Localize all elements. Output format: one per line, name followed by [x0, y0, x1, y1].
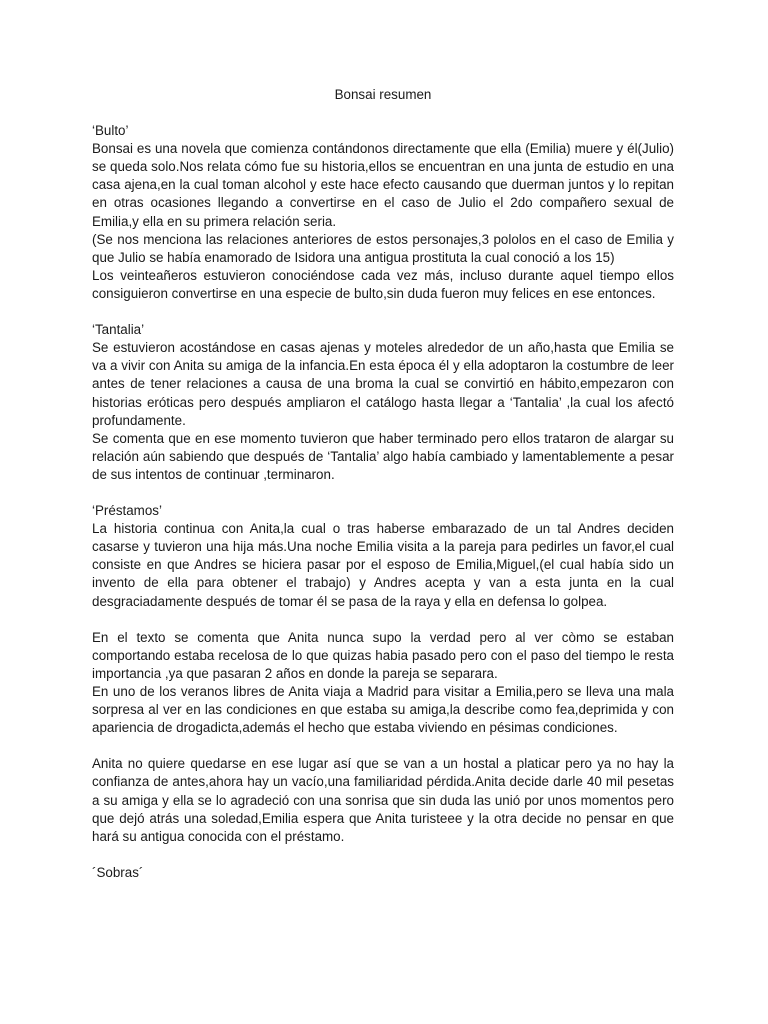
paragraph: Los veinteañeros estuvieron conociéndose cada vez más, incluso durante aquel tiempo ellos consiguieron convertirse en una especie de bulto,sin duda fueron muy felices en ese entonces.	[92, 267, 674, 301]
section-sobras	[92, 864, 674, 882]
paragraph: Se estuvieron acostándose en casas ajenas y moteles alrededor de un año,hasta que Emilia se va a vivir con Anita su amiga de la infancia.En esta época él y ella adoptaron la costumbre de leer antes de tener relaciones a causa de una broma la cual se convirtió en hábito,empezaron con historias eróticas pero después ampliaron el catálogo hasta llegar a ‘Tantalia’ ,la cual los afectó profundamente.	[92, 340, 674, 428]
section-continuation-2	[92, 755, 674, 845]
section-heading: ‘Tantalia’	[92, 322, 145, 338]
section-bulto	[92, 122, 674, 303]
section-heading: ‘Préstamos’	[92, 503, 162, 519]
section-prestamos	[92, 502, 674, 611]
document-page	[92, 86, 674, 900]
paragraph: La historia continua con Anita,la cual o tras haberse embarazado de un tal Andres deciden casarse y tuvieron una hija más.Una noche Emilia visita a la pareja para pedirles un favor,el cual consiste en que Andres se hiciera pasar por el esposo de Emilia,Miguel,(el cual había sido un invento de ella para obtener el trabajo) y Andres acepta y van a esta junta en la cual desgraciadamente después de tomar él se pasa de la raya y ella en defensa lo golpea.	[92, 521, 674, 609]
paragraph: Se comenta que en ese momento tuvieron que haber terminado pero ellos trataron de alargar su relación aún sabiendo que después de ‘Tantalia’ algo había cambiado y lamentablemente a pesar de sus intentos de continuar ,terminaron.	[92, 430, 674, 482]
paragraph: Bonsai es una novela que comienza contándonos directamente que ella (Emilia) muere y él(Julio) se queda solo.Nos relata cómo fue su historia,ellos se encuentran en una junta de estudio en una casa ajena,en la cual toman alcohol y este hace efecto causando que duerman juntos y lo repitan en otras ocasiones llegando a convertirse en el caso de Julio el 2do compañero sexual de Emilia,y ella en su primera relación seria.	[92, 141, 674, 229]
paragraph: Anita no quiere quedarse en ese lugar así que se van a un hostal a platicar pero ya no hay la confianza de antes,ahora hay un vacío,una familiaridad pérdida.Anita decide darle 40 mil pesetas a su amiga y ella se lo agradeció con una sonrisa que sin duda las unió por unos momentos pero que dejó atrás una soledad,Emilia espera que Anita turisteee y la otra decide no pensar en que hará su antigua conocida con el préstamo.	[92, 756, 674, 844]
document-title: Bonsai resumen	[334, 87, 432, 102]
paragraph: En uno de los veranos libres de Anita viaja a Madrid para visitar a Emilia,pero se lleva una mala sorpresa al ver en las condiciones en que estaba su amiga,la describe como fea,deprimida y con apariencia de drogadicta,además el hecho que estaba viviendo en pésimas condiciones.	[92, 684, 674, 736]
section-heading: ‘Bulto’	[92, 123, 129, 139]
section-tantalia	[92, 321, 674, 484]
section-heading: ´Sobras´	[92, 864, 144, 880]
section-continuation-1	[92, 629, 674, 738]
paragraph: (Se nos menciona las relaciones anteriores de estos personajes,3 pololos en el caso de Emilia y que Julio se había enamorado de Isidora una antigua prostituta la cual conoció a los 15)	[92, 231, 674, 265]
paragraph: En el texto se comenta que Anita nunca supo la verdad pero al ver còmo se estaban comportando estaba recelosa de lo que quizas habia pasado pero con el paso del tiempo le resta importancia ,ya que pasaran 2 años en donde la pareja se separara.	[92, 629, 674, 681]
